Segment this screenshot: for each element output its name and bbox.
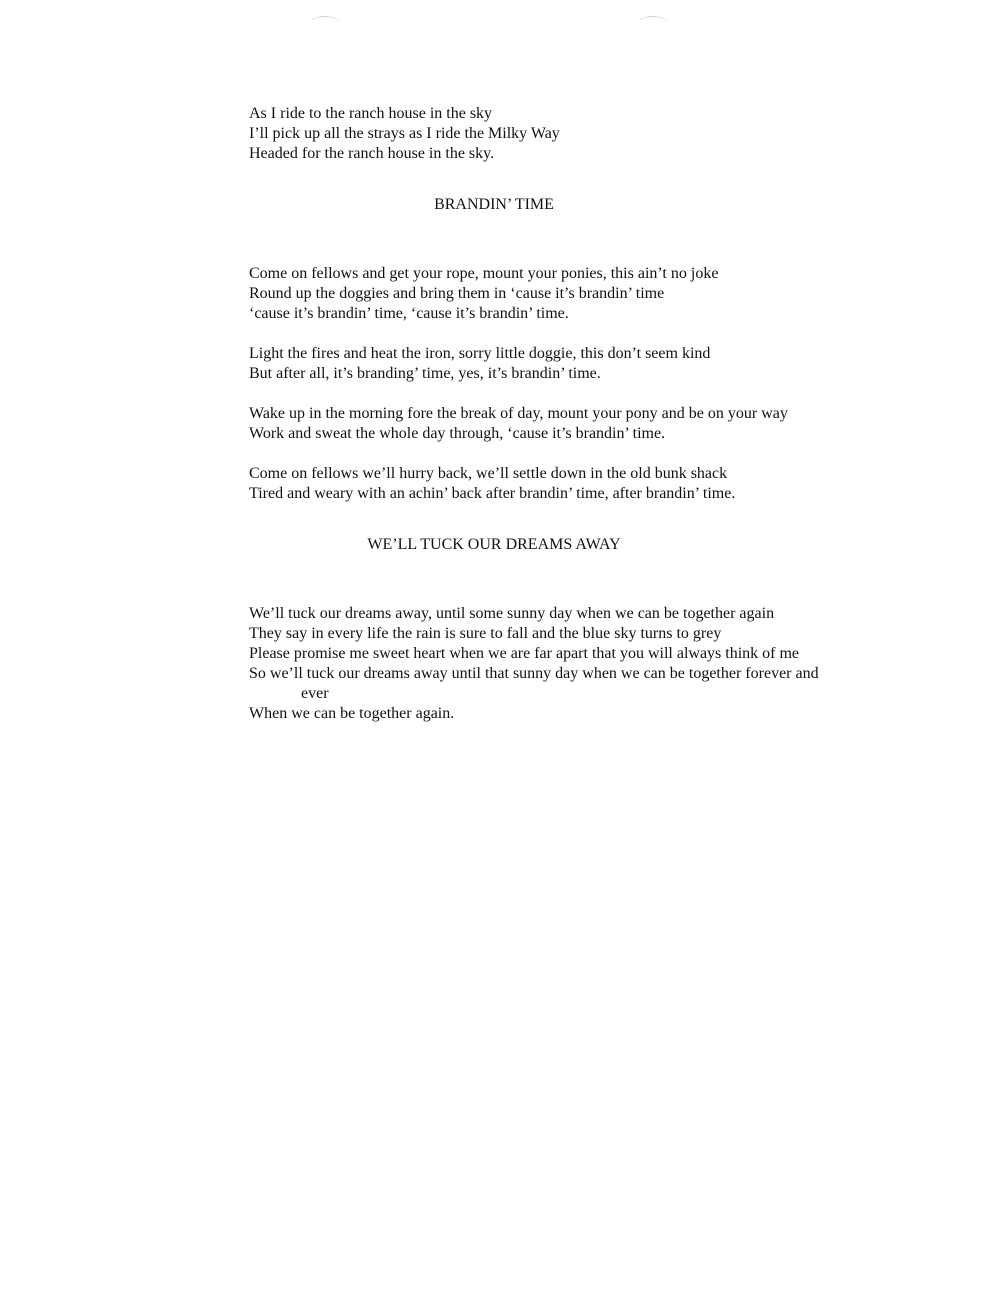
lyric-line: Work and sweat the whole day through, ‘cause it’s brandin’ time. (249, 425, 666, 442)
song-title-tuck-our-dreams: WE’LL TUCK OUR DREAMS AWAY (367, 536, 621, 553)
stanza (249, 604, 889, 724)
lyric-line: Come on fellows we’ll hurry back, we’ll settle down in the old bunk shack (249, 465, 728, 482)
stanza (249, 464, 889, 504)
lyric-line: Please promise me sweet heart when we are far apart that you will always think of me (249, 645, 800, 662)
lyric-line: When we can be together again. (249, 705, 455, 722)
lyric-line: Come on fellows and get your rope, mount your ponies, this ain’t no joke (249, 265, 719, 282)
stanza (249, 264, 889, 324)
lyric-line: Round up the doggies and bring them in ‘cause it’s brandin’ time (249, 285, 665, 302)
lyric-line: Wake up in the morning fore the break of day, mount your pony and be on your way (249, 405, 788, 422)
lyric-line: Tired and weary with an achin’ back after brandin’ time, after brandin’ time. (249, 485, 736, 502)
lyric-line: So we’ll tuck our dreams away until that sunny day when we can be together forever and (249, 665, 819, 682)
intro-stanza (249, 104, 889, 164)
lyric-line: We’ll tuck our dreams away, until some sunny day when we can be together again (249, 605, 775, 622)
lyric-line: But after all, it’s branding’ time, yes, it’s brandin’ time. (249, 365, 601, 382)
lyric-line: ‘cause it’s brandin’ time, ‘cause it’s brandin’ time. (249, 305, 569, 322)
lyric-line: Headed for the ranch house in the sky. (249, 145, 495, 162)
lyric-line: They say in every life the rain is sure to fall and the blue sky turns to grey (249, 625, 722, 642)
lyrics-content (249, 104, 889, 724)
punch-hole-mark-right (638, 16, 668, 31)
punch-hole-mark-left (310, 16, 340, 31)
stanza (249, 404, 889, 444)
lyric-line: Light the fires and heat the iron, sorry little doggie, this don’t seem kind (249, 345, 711, 362)
lyric-line-continuation: ever (301, 685, 329, 702)
stanza (249, 344, 889, 384)
lyric-line: I’ll pick up all the strays as I ride the Milky Way (249, 125, 560, 142)
song-title-brandin-time: BRANDIN’ TIME (434, 196, 554, 213)
lyric-line: As I ride to the ranch house in the sky (249, 105, 493, 122)
